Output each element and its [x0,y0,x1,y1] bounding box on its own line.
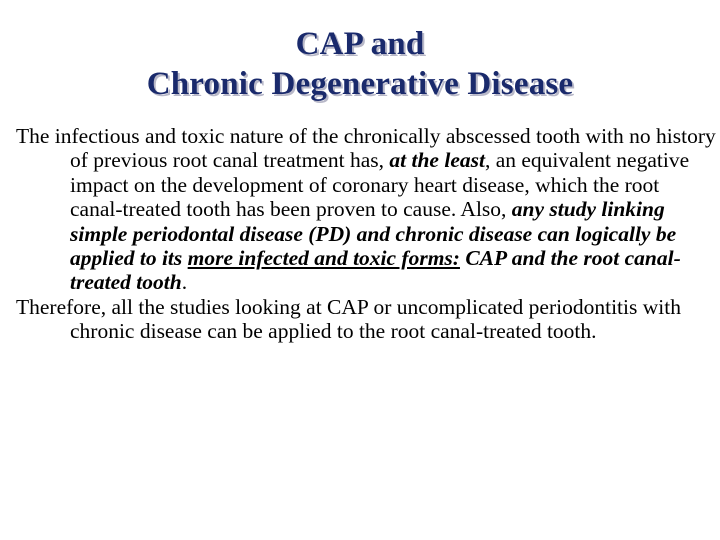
emphasis-more-infected: more infected and toxic forms: [187,246,460,271]
emphasis-at-the-least: at the least [389,148,485,173]
paragraph-1 [16,124,716,295]
paragraph-2: Therefore, all the studies looking at CAP or uncomplicated periodontitis with chronic disease can be applied to the root canal-treated tooth. [16,294,681,344]
slide-body [16,124,716,344]
emphasis-cap-root-canal: CAP and the root canal-treated tooth [70,246,681,295]
paragraph-1-text-b: , an equivalent negative impact on the development of coronary heart disease, which the root canal-treated tooth has been proven to cause. Also, [70,148,690,222]
paragraph-1-text-a: The infectious and toxic nature of the chronically abscessed tooth with no history of previous root canal treatment has, [16,124,716,173]
title-line-2: Chronic Degenerative Disease [146,66,574,102]
slide-title [0,24,720,104]
paragraph-1-text-c: . [181,270,188,295]
title-line-1: CAP and [295,26,425,62]
emphasis-study-linking: any study linking simple periodontal disease (PD) and chronic disease can logically be applied to its [70,197,677,271]
